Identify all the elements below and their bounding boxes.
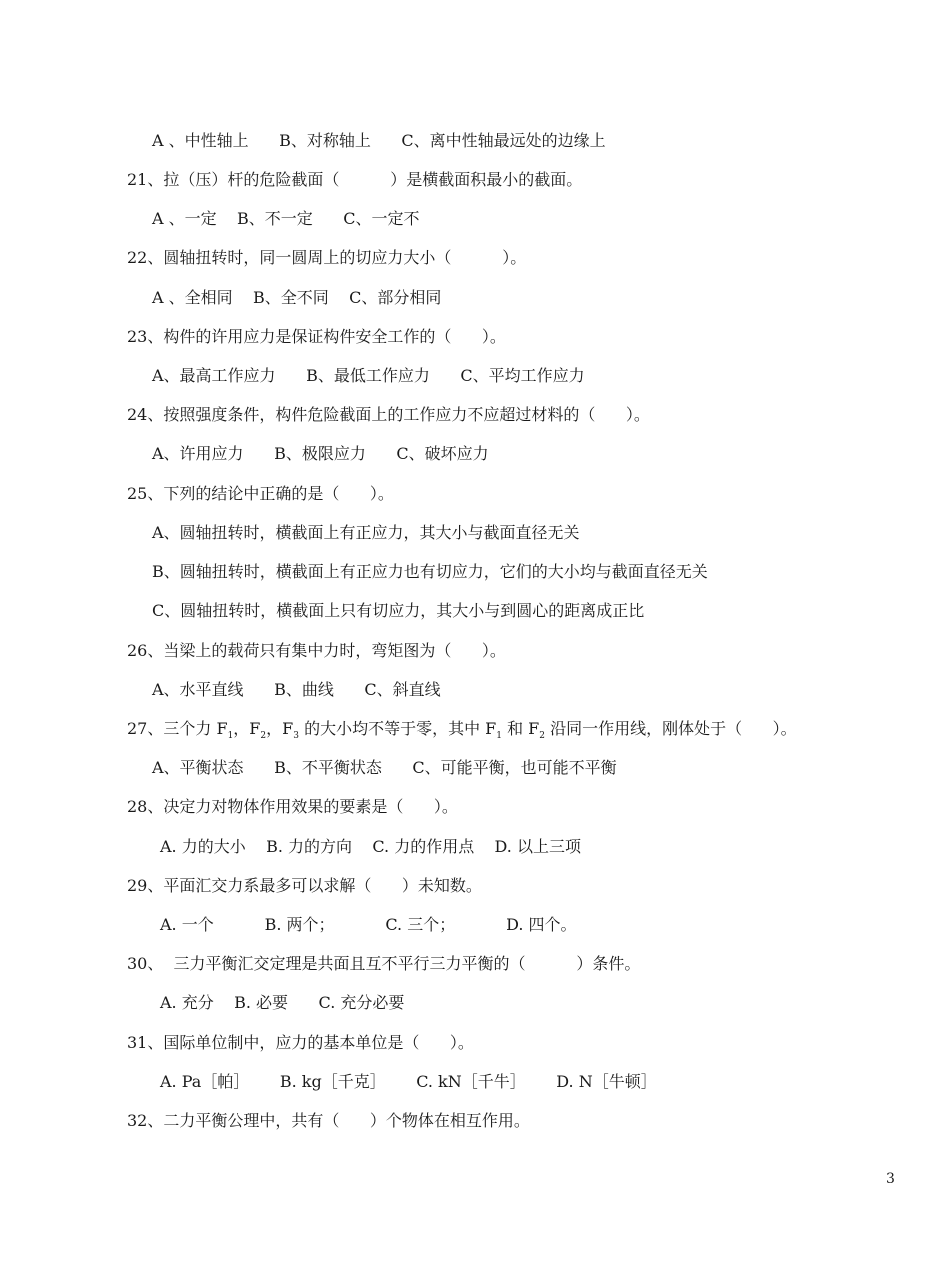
option-25-b: B、圆轴扭转时，横截面上有正应力也有切应力，它们的大小均与截面直径无关 <box>152 562 708 581</box>
question-25: 25、下列的结论中正确的是（ ）。 <box>127 484 394 503</box>
options-line-21: A 、一定 B、不一定 C、一定不 <box>152 209 420 228</box>
question-29: 29、平面汇交力系最多可以求解（ ）未知数。 <box>127 876 482 895</box>
options-line-24: A、许用应力 B、极限应力 C、破坏应力 <box>152 444 489 463</box>
options-line-22: A 、全相同 B、全不同 C、部分相同 <box>152 288 442 307</box>
question-24: 24、按照强度条件，构件危险截面上的工作应力不应超过材料的（ ）。 <box>127 405 650 424</box>
options-line-27: A、平衡状态 B、不平衡状态 C、可能平衡，也可能不平衡 <box>152 758 617 777</box>
question-30: 30、 三力平衡汇交定理是共面且互不平行三力平衡的（ ）条件。 <box>127 954 641 973</box>
question-26: 26、当梁上的载荷只有集中力时，弯矩图为（ ）。 <box>127 641 506 660</box>
question-27: 27、三个力 $F_1$，$F_2$，$F_3$ 的大小均不等于零，其中 $F_1$ 和 $F_2$ 沿同一作用线，刚体处于（ ）。 <box>127 719 797 741</box>
options-line-31: A. Pa［帕］ B. kg［千克］ C. kN［千牛］ D. N［牛顿］ <box>160 1072 657 1091</box>
question-21: 21、拉（压）杆的危险截面（ ）是横截面积最小的截面。 <box>127 170 583 189</box>
option-25-a: A、圆轴扭转时，横截面上有正应力，其大小与截面直径无关 <box>152 523 580 542</box>
question-32: 32、二力平衡公理中，共有（ ）个物体在相互作用。 <box>127 1111 530 1130</box>
options-line-30: A. 充分 B. 必要 C. 充分必要 <box>160 993 405 1012</box>
question-31: 31、国际单位制中，应力的基本单位是（ ）。 <box>127 1033 474 1052</box>
options-line-23: A、最高工作应力 B、最低工作应力 C、平均工作应力 <box>152 366 585 385</box>
question-28: 28、决定力对物体作用效果的要素是（ ）。 <box>127 797 458 816</box>
page-number: 3 <box>886 1171 895 1187</box>
options-line-20: A 、中性轴上 B、对称轴上 C、离中性轴最远处的边缘上 <box>152 131 606 150</box>
question-22: 22、圆轴扭转时，同一圆周上的切应力大小（ ）。 <box>127 248 527 267</box>
options-line-28: A. 力的大小 B. 力的方向 C. 力的作用点 D. 以上三项 <box>160 837 581 856</box>
options-line-26: A、水平直线 B、曲线 C、斜直线 <box>152 680 441 699</box>
option-25-c: C、圆轴扭转时，横截面上只有切应力，其大小与到圆心的距离成正比 <box>152 601 645 620</box>
options-line-29: A. 一个 B. 两个； C. 三个； D. 四个。 <box>160 915 577 934</box>
question-23: 23、构件的许用应力是保证构件安全工作的（ ）。 <box>127 327 506 346</box>
